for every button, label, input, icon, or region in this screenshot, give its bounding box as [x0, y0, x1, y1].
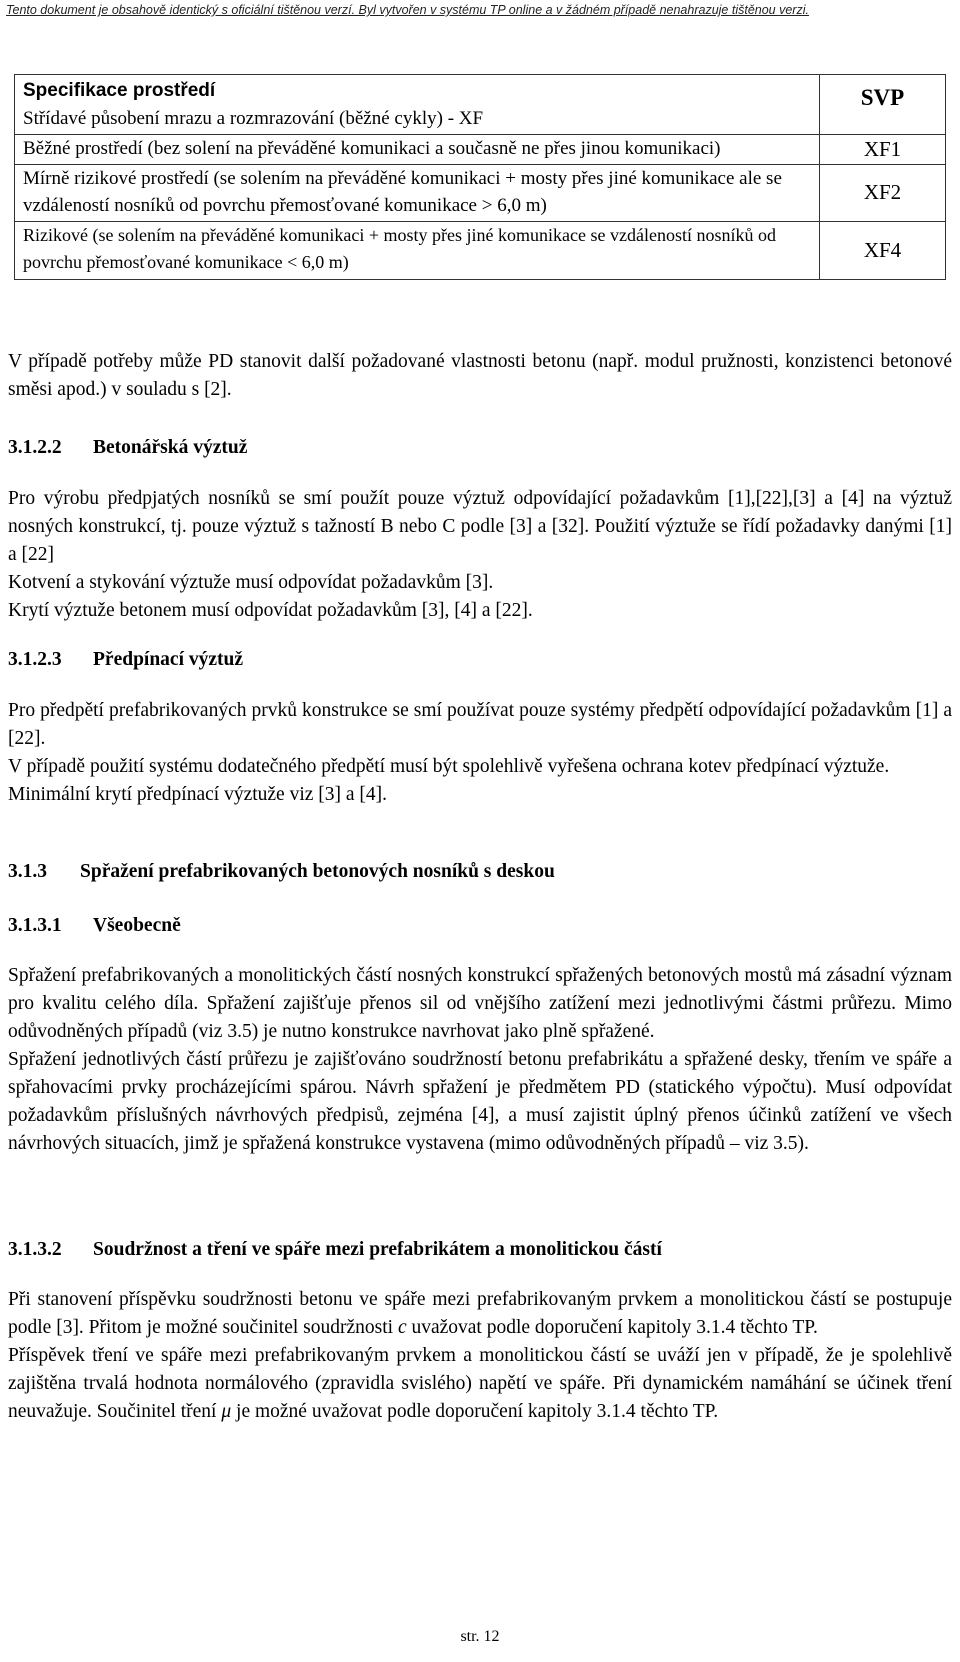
section-heading-3123 — [8, 649, 243, 671]
cohesion-coefficient-symbol: c — [397, 1317, 407, 1338]
table-cell-svp-header — [820, 75, 946, 135]
table-header-environment: Specifikace prostředí — [23, 80, 216, 101]
page-number: str. 12 — [460, 1628, 500, 1645]
section-title: Betonářská výztuž — [93, 437, 248, 458]
table-cell-env — [15, 221, 820, 279]
section-3122-body — [8, 485, 952, 625]
paragraph-text: Spřažení jednotlivých částí průřezu je zajišťováno soudržností betonu prefabrikátu a spřažené desky, třením ve spáře a spřahovacími prvky procházejícími spárou. Návrh spřažení je předmětem PD (statického výpočtu). Musí odpovídat požadavkům příslušných návrhových předpisů, zejména [4], a musí zajistit úplný přenos účinků zatížení ve všech návrhových situacích, jimž je spřažená konstrukce vystavena (mimo odůvodněných případů – viz 3.5). — [8, 1049, 952, 1154]
section-title: Soudržnost a tření ve spáře mezi prefabrikátem a monolitickou částí — [93, 1239, 662, 1260]
section-number: 3.1.2.2 — [8, 437, 62, 458]
table-row — [15, 164, 946, 221]
paragraph-text: Krytí výztuže betonem musí odpovídat požadavkům [3], [4] a [22]. — [8, 600, 533, 621]
section-heading-3122 — [8, 437, 247, 459]
table-row-xf1-value: XF1 — [863, 136, 902, 161]
friction-coefficient-symbol: μ — [221, 1401, 232, 1422]
section-title: Předpínací výztuž — [93, 649, 244, 670]
table-row-xf4-text: Rizikové (se solením na převáděné komunikaci + mosty přes jiné komunikace se vzdáleností nosníků od povrchu přemosťované komunikace < 6,0 m) — [23, 224, 776, 272]
section-title: Všeobecně — [93, 915, 181, 936]
table-cell-svp — [820, 221, 946, 279]
table-row — [15, 221, 946, 279]
paragraph-text-part: je možné uvažovat podle doporučení kapitoly 3.1.4 těchto TP. — [231, 1401, 719, 1422]
paragraph-text-part: Při stanovení příspěvku soudržnosti betonu ve spáře mezi prefabrikovaným prvkem a monolitickou částí se postupuje podle [3]. Přitom je možné součinitel soudržnosti — [8, 1289, 952, 1338]
paragraph-text: Kotvení a stykování výztuže musí odpovídat požadavkům [3]. — [8, 572, 494, 593]
section-3132-body — [8, 1286, 952, 1426]
section-heading-3131 — [8, 915, 181, 937]
paragraph-text-part: uvažovat podle doporučení kapitoly 3.1.4 těchto TP. — [406, 1317, 818, 1338]
table-row-xf2-text: Mírně rizikové prostředí (se solením na převáděné komunikaci + mosty přes jiné komunikace ale se vzdáleností nosníků od povrchu přemosťované komunikace > 6,0 m) — [23, 167, 782, 216]
section-number: 3.1.3.2 — [8, 1239, 62, 1260]
paragraph-text: Minimální krytí předpínací výztuže viz [3] a [4]. — [8, 784, 388, 805]
paragraph-text-part: Příspěvek tření ve spáře mezi prefabrikovaným prvkem a monolitickou částí se uváží jen v případě, že je spolehlivě zajištěna trvalá hodnota normálového (zpravidla svislého) napětí ve spáře. Při dynamickém namáhání se účinek tření neuvažuje. Součinitel tření — [8, 1345, 952, 1422]
section-heading-3132 — [8, 1239, 662, 1261]
section-number: 3.1.3.1 — [8, 915, 62, 936]
table-row-xf4-value: XF4 — [863, 237, 902, 262]
section-title: Spřažení prefabrikovaných betonových nosníků s deskou — [80, 861, 555, 882]
section-number: 3.1.2.3 — [8, 649, 62, 670]
section-heading-313 — [8, 861, 555, 883]
paragraph-text: Spřažení prefabrikovaných a monolitických částí nosných konstrukcí spřažených betonových mostů má zásadní význam pro kvalitu celého díla. Spřažení zajišťuje přenos sil od vnějšího zatížení mezi jednotlivými částmi průřezu. Mimo odůvodněných případů (viz 3.5) je nutno konstrukce navrhovat jako plně spřažené. — [8, 965, 952, 1042]
paragraph-text — [8, 1342, 952, 1426]
document-disclaimer-banner: Tento dokument je obsahově identický s oficiální tištěnou verzí. Byl vytvořen v systému TP online a v žádném případě nenahrazuje tištěnou verzi. — [6, 3, 809, 17]
environment-specification-table — [14, 74, 946, 280]
section-3131-body — [8, 962, 952, 1158]
table-cell-svp — [820, 164, 946, 221]
table-cell-env — [15, 135, 820, 165]
table-row — [15, 75, 946, 135]
paragraph-text: Pro výrobu předpjatých nosníků se smí použít pouze výztuž odpovídající požadavkům [1],[22],[3] a [4] na výztuž nosných konstrukcí, tj. pouze výztuž s tažností B nebo C podle [3] a [32]. Použití výztuže se řídí požadavky danými [1] a [22] — [8, 488, 952, 565]
paragraph-text: Pro předpětí prefabrikovaných prvků konstrukce se smí používat pouze systémy předpětí odpovídající požadavkům [1] a [22]. — [8, 700, 952, 749]
table-row-xf-group: Střídavé působení mrazu a rozmrazování (běžné cykly) - XF — [23, 107, 484, 129]
section-3123-body — [8, 697, 952, 809]
section-number: 3.1.3 — [8, 861, 47, 882]
table-cell-env — [15, 164, 820, 221]
table-row-xf2-value: XF2 — [863, 180, 902, 204]
table-cell-svp — [820, 135, 946, 165]
paragraph-text: V případě potřeby může PD stanovit další požadované vlastnosti betonu (např. modul pružnosti, konzistenci betonové směsi apod.) v souladu s [2]. — [8, 351, 952, 400]
table-header-svp: SVP — [860, 85, 905, 110]
paragraph-text — [8, 1286, 952, 1342]
table-row-xf1-text: Běžné prostředí (bez solení na převáděné komunikaci a současně ne přes jinou komunikaci) — [23, 138, 721, 159]
table-cell-env-header-group — [15, 75, 820, 135]
paragraph-text: V případě použití systému dodatečného předpětí musí být spolehlivě vyřešena ochrana kotev předpínací výztuže. — [8, 756, 890, 777]
table-row — [15, 135, 946, 165]
paragraph-after-table — [8, 348, 952, 404]
